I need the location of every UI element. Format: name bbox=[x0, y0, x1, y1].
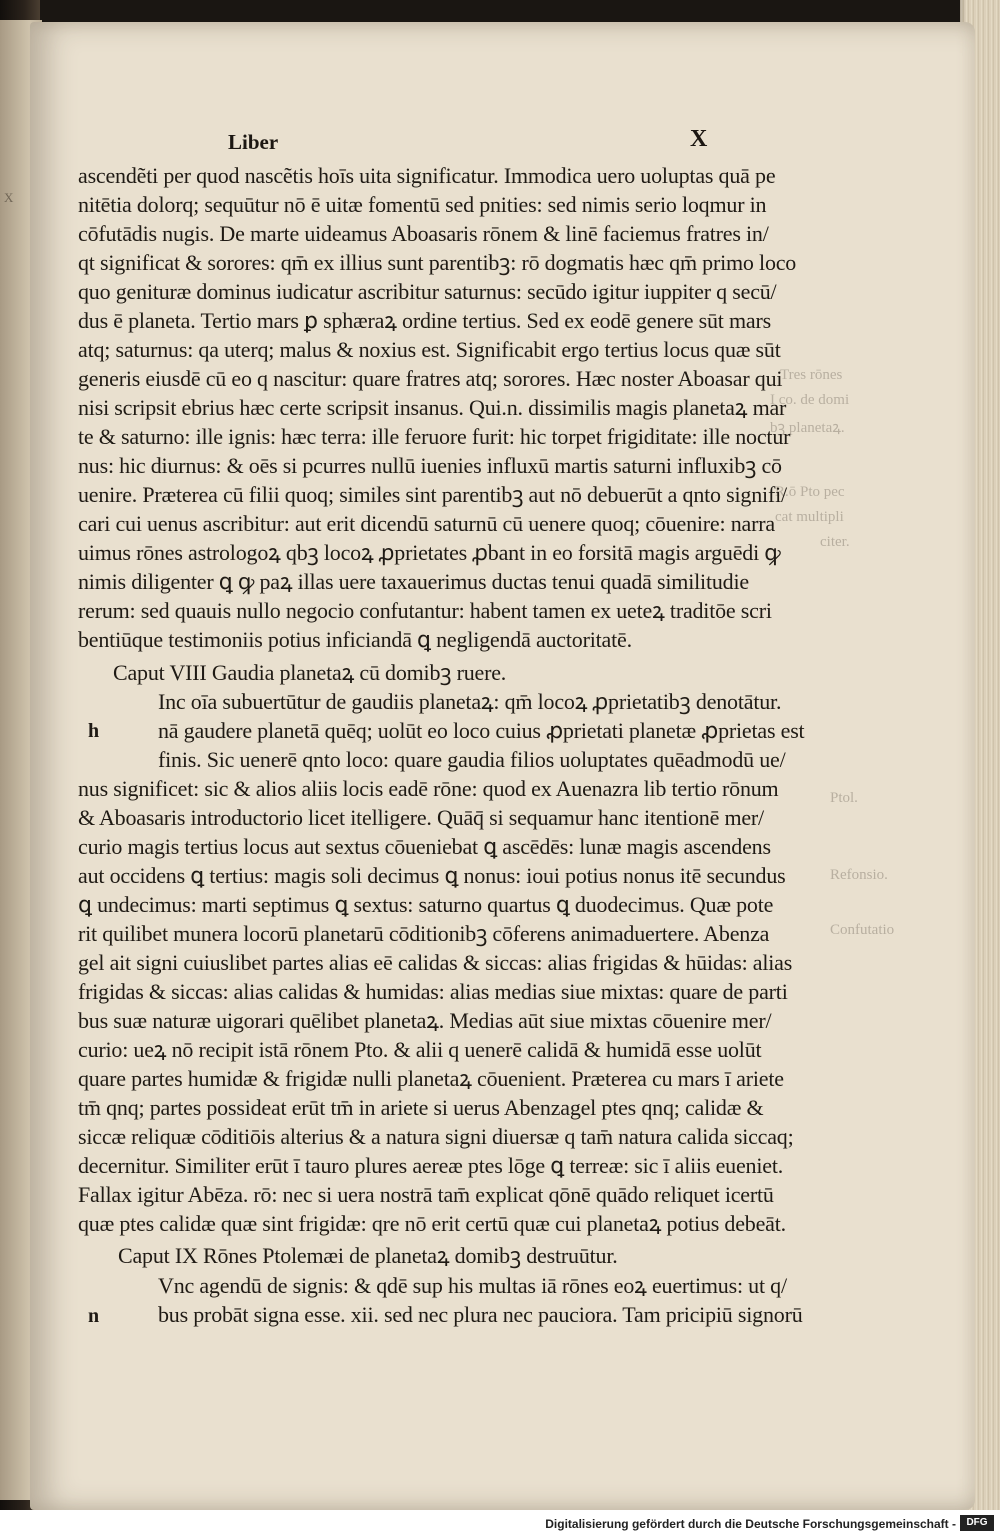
prev-page-folio: X bbox=[4, 190, 14, 205]
chapter-heading: Caput VIII Gaudia planetaꝝ cū domibꝫ ruere. bbox=[113, 660, 507, 685]
margin-note: cat multipli bbox=[775, 509, 844, 525]
text-line: nus significet: sic & alios aliis locis eadē rōne: quod ex Auenazra lib tertio rōnum bbox=[78, 776, 779, 801]
text-line: nisi scripsit ebrius hæc certe scripsit insanus. Qui.n. dissimilis magis planetaꝝ mar bbox=[78, 395, 787, 420]
footer-bar bbox=[0, 1510, 1000, 1535]
margin-note: R.ō Pto pec bbox=[775, 484, 845, 500]
margin-note: bꝫ planetaꝝ. bbox=[770, 420, 845, 436]
text-line: quo genituræ dominus iudicatur ascribitur saturnus: secūdo igitur iuppiter q secū/ bbox=[78, 279, 777, 304]
margin-note: Ptol. bbox=[830, 790, 858, 806]
text-line: curio magis tertius locus aut sextus cōueniebat ꝗ ascēdēs: lunæ magis ascendens bbox=[78, 834, 771, 859]
margin-note: I co. de domi bbox=[770, 392, 850, 408]
initial-letter-guide: h bbox=[88, 720, 100, 742]
text-line: bus probāt signa esse. xii. sed nec plura nec pauciora. Tam pricipiū signorū bbox=[158, 1302, 803, 1327]
text-line: Fallax igitur Abēza. rō: nec si uera nostrā tam̄ explicat qōnē quādo reliquet icertū bbox=[78, 1182, 774, 1207]
text-line: ascendẽti per quod nascẽtis hoīs uita significatur. Immodica uero uoluptas quā pe bbox=[78, 163, 776, 188]
text-line: qt significat & sorores: qm̄ ex illius sunt parentibꝫ: rō dogmatis hæc qm̄ primo loco bbox=[78, 250, 797, 275]
text-line: Vnc agendū de signis: & qdē sup his multas iā rōnes eoꝝ euertimus: ut q/ bbox=[158, 1273, 787, 1298]
text-line: & Aboasaris introductorio licet itelligere. Quāq̄ si sequamur hanc itentionē mer/ bbox=[78, 805, 764, 830]
chapter-heading: Caput IX Rōnes Ptolemæi de planetaꝝ domibꝫ destruūtur. bbox=[118, 1243, 618, 1268]
text-line: te & saturno: ille ignis: hæc terra: ille feruore furit: hic torpet frigiditate: ille noctur bbox=[78, 424, 791, 449]
margin-note: Tres rōnes bbox=[780, 367, 843, 383]
text-line: bus suæ naturæ uigorari quēlibet planetaꝝ. Medias aūt siue mixtas cōuenire mer/ bbox=[78, 1008, 772, 1033]
text-line: generis eiusdē cū eo q nascitur: quare fratres atq; sorores. Hæc noster Aboasar qui bbox=[78, 366, 783, 391]
text-line: cōfutādis nugis. De marte uideamus Aboasaris rōnem & linē faciemus fratres in/ bbox=[78, 221, 769, 246]
margin-note: Confutatio bbox=[830, 922, 895, 938]
text-line: gel ait signi cuiuslibet partes alias eē calidas & siccas: alias frigidas & hūidas: alias bbox=[78, 950, 793, 975]
text-line: rit quilibet munera locorū planetarū cōditionibꝫ cōferens animaduertere. Abenza bbox=[78, 921, 770, 946]
text-line: siccæ reliquæ cōditiōis alterius & a natura signi diuersæ q tam̄ natura calida siccaq; bbox=[78, 1124, 794, 1149]
text-line: nus: hic diurnus: & oēs si pcurres nullū iuenies influxū martis saturni influxibꝫ cō bbox=[78, 453, 782, 478]
folio-number: X bbox=[690, 126, 708, 152]
text-line: quæ ptes calidæ quæ sint frigidæ: qre nō erit certū quæ cui planetaꝝ potius debeāt. bbox=[78, 1211, 786, 1236]
margin-note: citer. bbox=[820, 534, 850, 550]
dfg-logo: DFG bbox=[960, 1515, 994, 1531]
text-line: tm̄ qnq; partes possideat erūt tm̄ in ariete si uerus Abenzagel ptes qnq; calidæ & bbox=[78, 1095, 764, 1120]
text-line: uimus rōnes astrologoꝝ qbꝫ locoꝝ ꝓprietates ꝓbant in eo forsitā magis arguēdi ꝙ bbox=[78, 540, 781, 565]
text-line: nitētia dolorq; sequūtur nō ē uitæ fomentū sed pnities: sed nimis serio loqmur in bbox=[78, 192, 767, 217]
text-line: dus ē planeta. Tertio mars ꝑ sphæraꝝ ordine tertius. Sed ex eodē genere sūt mars bbox=[78, 308, 771, 333]
text-line: cari cui uenus ascribitur: aut erit dicendū saturnū cū uenere quoq; cōuenire: narra bbox=[78, 511, 775, 536]
text-line: quare partes humidæ & frigidæ nulli planetaꝝ cōuenient. Præterea cu mars ī ariete bbox=[78, 1066, 784, 1091]
text-line: ꝗ undecimus: marti septimus ꝗ sextus: saturno quartus ꝗ duodecimus. Quæ pote bbox=[78, 892, 774, 917]
text-line: Inc oīa subuertūtur de gaudiis planetaꝝ: qm̄ locoꝝ ꝓprietatibꝫ denotātur. bbox=[158, 689, 782, 714]
footer-credit: Digitalisierung gefördert durch die Deutsche Forschungsgemeinschaft - bbox=[545, 1517, 956, 1531]
text-line: nā gaudere planetā quēq; uolūt eo loco cuius ꝓprietati planetæ ꝓprietas est bbox=[158, 718, 805, 743]
text-line: finis. Sic uenerē qnto loco: quare gaudia filios uoluptates quēadmodū ue/ bbox=[158, 747, 786, 772]
text-line: bentiūque testimoniis potius inficiandā ꝗ negligendā auctoritatē. bbox=[78, 627, 632, 652]
text-line: decernitur. Similiter erūt ī tauro plures aereæ ptes lōge ꝗ terreæ: sic ī aliis eueniet. bbox=[78, 1153, 784, 1178]
text-line: aut occidens ꝗ tertius: magis soli decimus ꝗ nonus: ioui potius nonus itē secundus bbox=[78, 863, 786, 888]
running-head: Liber bbox=[228, 130, 279, 154]
text-line: frigidas & siccas: alias calidas & humidas: alias medias siue mixtas: quare de parti bbox=[78, 979, 788, 1004]
book-page bbox=[30, 22, 975, 1510]
margin-note: Refonsio. bbox=[830, 867, 888, 883]
text-line: curio: ueꝝ nō recipit istā rōnem Pto. & alii q uenerē calidā & humidā esse uolūt bbox=[78, 1037, 762, 1062]
text-line: rerum: sed quauis nullo negocio confutantur: habent tamen ex ueteꝝ traditōe scri bbox=[78, 598, 772, 623]
text-line: uenire. Præterea cū filii quoq; similes sint parentibꝫ aut nō debuerūt a qnto signifi/ bbox=[78, 482, 787, 507]
initial-letter-guide: n bbox=[88, 1305, 100, 1327]
text-line: nimis diligenter ꝗ ꝙ paꝝ illas uere taxauerimus ductas tenui quadā similitudie bbox=[78, 569, 749, 594]
text-line: atq; saturnus: qa uterq; malus & noxius est. Significabit ergo tertius locus quæ sūt bbox=[78, 337, 781, 362]
